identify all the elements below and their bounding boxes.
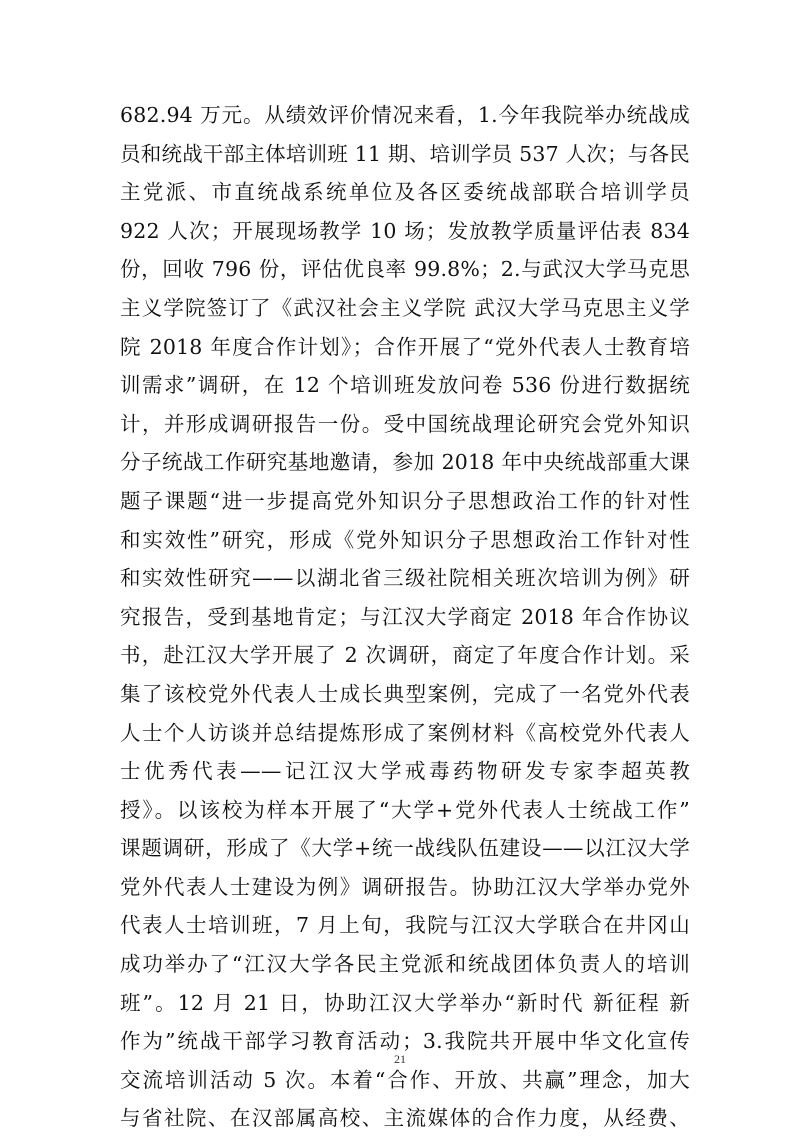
text-line: 院 2018 年度合作计划》；合作开展了“党外代表人士教育培	[120, 334, 690, 359]
text-line: 训需求”调研，在 12 个培训班发放问卷 536 份进行数据统	[120, 373, 690, 398]
text-line: 作为”统战干部学习教育活动；3.我院共开展中华文化宣传	[120, 1029, 690, 1054]
text-line: 和实效性研究——以湖北省三级社院相关班次培训为例》研	[120, 566, 690, 591]
text-line: 题子课题“进一步提高党外知识分子思想政治工作的针对性	[120, 488, 690, 513]
text-line: 成功举办了“江汉大学各民主党派和统战团体负责人的培训	[120, 952, 690, 977]
text-line: 计，并形成调研报告一份。受中国统战理论研究会党外知识	[120, 411, 690, 436]
text-line: 与省社院、在汉部属高校、主流媒体的合作力度，从经费、	[120, 1106, 690, 1131]
text-line: 交流培训活动 5 次。本着“合作、开放、共赢”理念，加大	[120, 1067, 690, 1092]
text-line: 授》。以该校为样本开展了“大学+党外代表人士统战工作”	[120, 797, 690, 822]
text-line: 集了该校党外代表人士成长典型案例，完成了一名党外代表	[120, 681, 690, 706]
text-line: 课题调研，形成了《大学+统一战线队伍建设——以江汉大学	[120, 836, 690, 861]
text-line: 究报告，受到基地肯定；与江汉大学商定 2018 年合作协议	[120, 604, 690, 629]
text-line: 士优秀代表——记江汉大学戒毒药物研发专家李超英教	[120, 759, 690, 784]
text-line: 班”。12 月 21 日，协助江汉大学举办“新时代 新征程 新	[120, 990, 690, 1015]
page-number: 21	[394, 1052, 406, 1066]
text-line: 党外代表人士建设为例》调研报告。协助江汉大学举办党外	[120, 874, 690, 899]
text-line: 682.94 万元。从绩效评价情况来看，1.今年我院举办统战成	[120, 103, 690, 127]
text-line: 922 人次；开展现场教学 10 场；发放教学质量评估表 834	[120, 218, 690, 243]
text-line: 主义学院签订了《武汉社会主义学院 武汉大学马克思主义学	[120, 295, 690, 320]
text-line: 员和统战干部主体培训班 11 期、培训学员 537 人次；与各民	[120, 141, 690, 166]
text-line: 人士个人访谈并总结提炼形成了案例材料《高校党外代表人	[120, 720, 690, 745]
text-line: 书，赴江汉大学开展了 2 次调研，商定了年度合作计划。采	[120, 643, 690, 668]
text-line: 分子统战工作研究基地邀请，参加 2018 年中央统战部重大课	[120, 450, 690, 475]
text-line: 份，回收 796 份，评估优良率 99.8%；2.与武汉大学马克思	[120, 257, 690, 282]
text-line: 代表人士培训班，7 月上旬，我院与江汉大学联合在井冈山	[120, 913, 690, 938]
body-paragraph	[120, 96, 690, 1138]
text-line: 主党派、市直统战系统单位及各区委统战部联合培训学员	[120, 180, 690, 205]
text-line: 和实效性”研究，形成《党外知识分子思想政治工作针对性	[120, 527, 690, 552]
